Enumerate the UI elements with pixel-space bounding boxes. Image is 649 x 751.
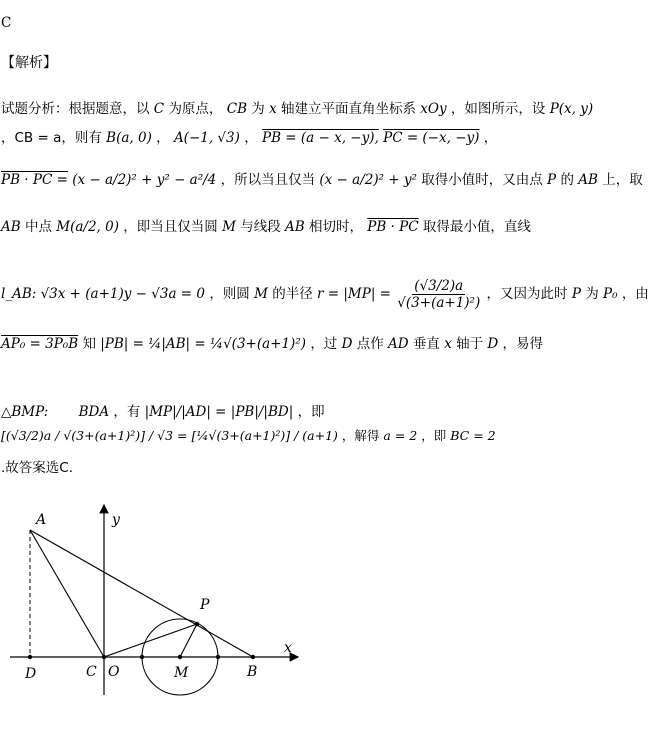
label-C: C bbox=[86, 664, 97, 680]
line-7-equation: [(√3/2)a / √(3+(a+1)²)] / √3 = [¼√(3+(a+1)²)] / (a+1) ，解得 a = 2 ，即 BC = 2 bbox=[1, 428, 496, 443]
label-B: B bbox=[247, 664, 258, 680]
label-D: D bbox=[25, 666, 37, 682]
point-P bbox=[195, 622, 199, 626]
point-left-intersection bbox=[140, 655, 144, 659]
label-A: A bbox=[36, 512, 47, 528]
point-right-intersection bbox=[216, 655, 220, 659]
label-P: P bbox=[200, 597, 210, 613]
label-y: y bbox=[112, 512, 120, 528]
radius-fraction: $\frac{(√3/2)a}{\text{√(3+(a+1)²)}}$ bbox=[397, 278, 481, 311]
line-4: AB 中点 M(a/2, 0) ，即当且仅当圆 M 与线段 AB 相切时， PB · PC 取得最小值，直线 bbox=[1, 219, 531, 235]
line-6: AP₀ = 3P₀B 知 |PB| = ¼|AB| = ¼√(3+(a+1)²) ，过 D 点作 AD 垂直 x 轴于 D ，易得 bbox=[1, 336, 544, 352]
line-3: PB · PC = (x − a/2)² + y² − a²/4 ，所以当且仅当 (x − a/2)² + y² 取得小值时，又由点 P 的 AB 上，取 bbox=[1, 172, 643, 188]
label-x: x bbox=[284, 640, 292, 656]
label-O: O bbox=[108, 664, 120, 680]
section-heading: 【解析】 bbox=[1, 55, 57, 71]
segment-AC bbox=[30, 530, 104, 657]
line-5: l_AB: √3x + (a+1)y − √3a = 0 ，则圆 M 的半径 r = |MP| = $\frac{(√3/2)a}{\text{√(3+(a+1)²)}}$ ，又因为此时 P 为 P₀ ，由 bbox=[1, 278, 649, 311]
line-1: 试题分析：根据题意，以 C 为原点， CB 为 x 轴建立平面直角坐标系 xOy ，如图所示，设 P(x, y) bbox=[1, 101, 594, 117]
line-2: ，CB = a，则有 B(a, 0) ， A(−1, √3) ， PB = (a − x, −y), PC = (−x, −y) ， bbox=[1, 130, 498, 146]
label-M: M bbox=[174, 665, 189, 681]
answer-letter: C bbox=[1, 15, 12, 31]
line-7: △BMP: BDA ，有 |MP|/|AD| = |PB|/|BD| ，即 bbox=[1, 404, 325, 420]
point-D bbox=[28, 655, 32, 659]
point-B bbox=[251, 655, 255, 659]
geometry-figure bbox=[0, 490, 630, 751]
point-M bbox=[178, 655, 182, 659]
segment-AB bbox=[30, 530, 253, 657]
final-answer-line: .故答案选C. bbox=[1, 460, 74, 476]
point-C bbox=[102, 655, 106, 659]
